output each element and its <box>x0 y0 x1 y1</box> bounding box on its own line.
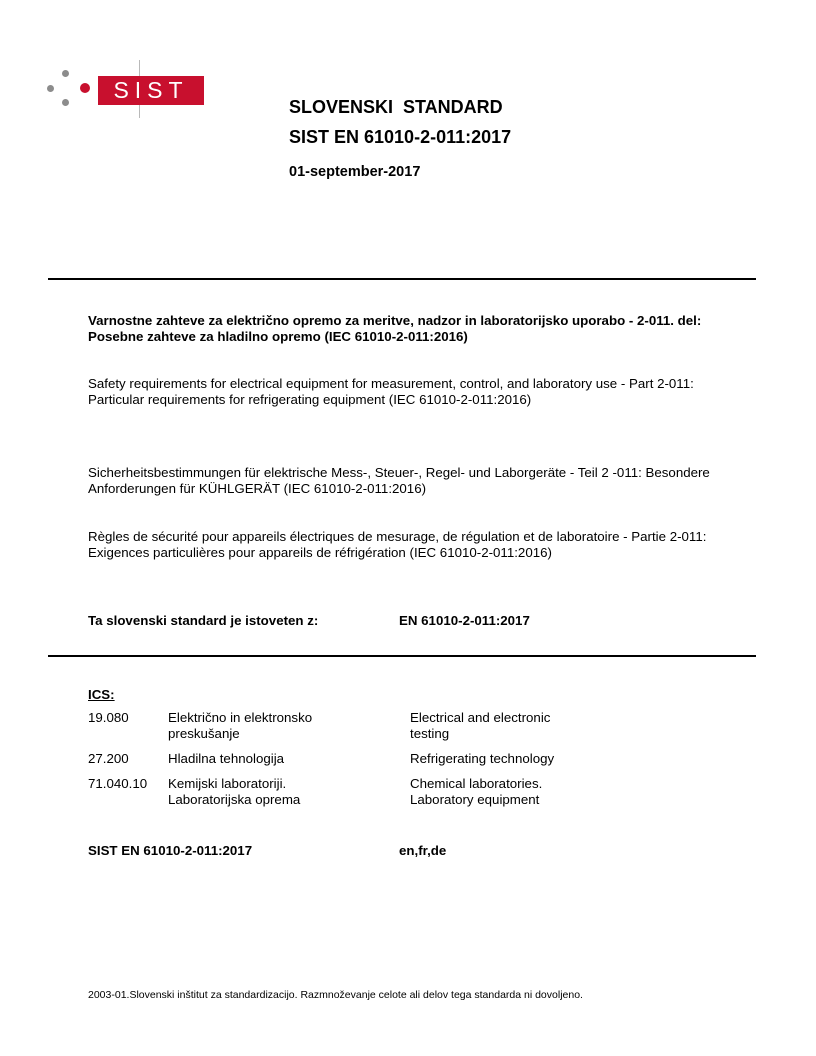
logo-dot-top <box>62 70 69 77</box>
ics-description-sl: Kemijski laboratoriji. Laboratorijska oprema <box>168 776 301 807</box>
ics-code: 71.040.10 <box>88 776 148 791</box>
ics-code: 19.080 <box>88 710 129 725</box>
logo-dot-bottom <box>62 99 69 106</box>
logo-dot-center <box>80 83 90 93</box>
copyright-footer: 2003-01.Slovenski inštitut za standardizacijo. Razmnoževanje celote ali delov tega standarda ni dovoljeno. <box>88 989 583 1001</box>
title-english: Safety requirements for electrical equipment for measurement, control, and laboratory use - Part 2-011: Particular requirements for refrigerating equipment (IEC 61010-2-011:2016) <box>88 376 694 407</box>
identical-label: Ta slovenski standard je istoveten z: <box>88 613 319 628</box>
publication-date: 01-september-2017 <box>289 164 421 180</box>
identical-value: EN 61010-2-011:2017 <box>399 613 530 628</box>
ics-heading: ICS: <box>88 687 115 702</box>
ics-description-en: Refrigerating technology <box>410 751 555 766</box>
title-slovenian: Varnostne zahteve za električno opremo za meritve, nadzor in laboratorijsko uporabo - 2-011. del: Posebne zahteve za hladilno opremo (IEC 61010-2-011:2016) <box>88 313 702 344</box>
standard-type-heading: SLOVENSKI STANDARD <box>289 97 503 117</box>
ics-description-en: Electrical and electronic testing <box>410 710 551 741</box>
top-divider <box>48 278 756 280</box>
title-french: Règles de sécurité pour appareils électriques de mesurage, de régulation et de laboratoire - Partie 2-011: Exigences particulières pour appareils de réfrigération (IEC 61010-2-011:2016) <box>88 529 707 560</box>
ics-code: 27.200 <box>88 751 129 766</box>
document-code: SIST EN 61010-2-011:2017 <box>88 843 253 858</box>
title-german: Sicherheitsbestimmungen für elektrische Mess-, Steuer-, Regel- und Laborgeräte - Teil 2 -011: Besondere Anforderungen für KÜHLGERÄT (IEC 61010-2-011:2016) <box>88 465 710 496</box>
logo-dot-left <box>47 85 54 92</box>
document-languages: en,fr,de <box>399 843 447 858</box>
ics-description-sl: Električno in elektronsko preskušanje <box>168 710 313 741</box>
logo-wordmark: SIST <box>98 76 204 105</box>
ics-description-en: Chemical laboratories. Laboratory equipment <box>410 776 543 807</box>
standard-code-heading: SIST EN 61010-2-011:2017 <box>289 127 512 147</box>
middle-divider <box>48 655 756 657</box>
ics-description-sl: Hladilna tehnologija <box>168 751 285 766</box>
